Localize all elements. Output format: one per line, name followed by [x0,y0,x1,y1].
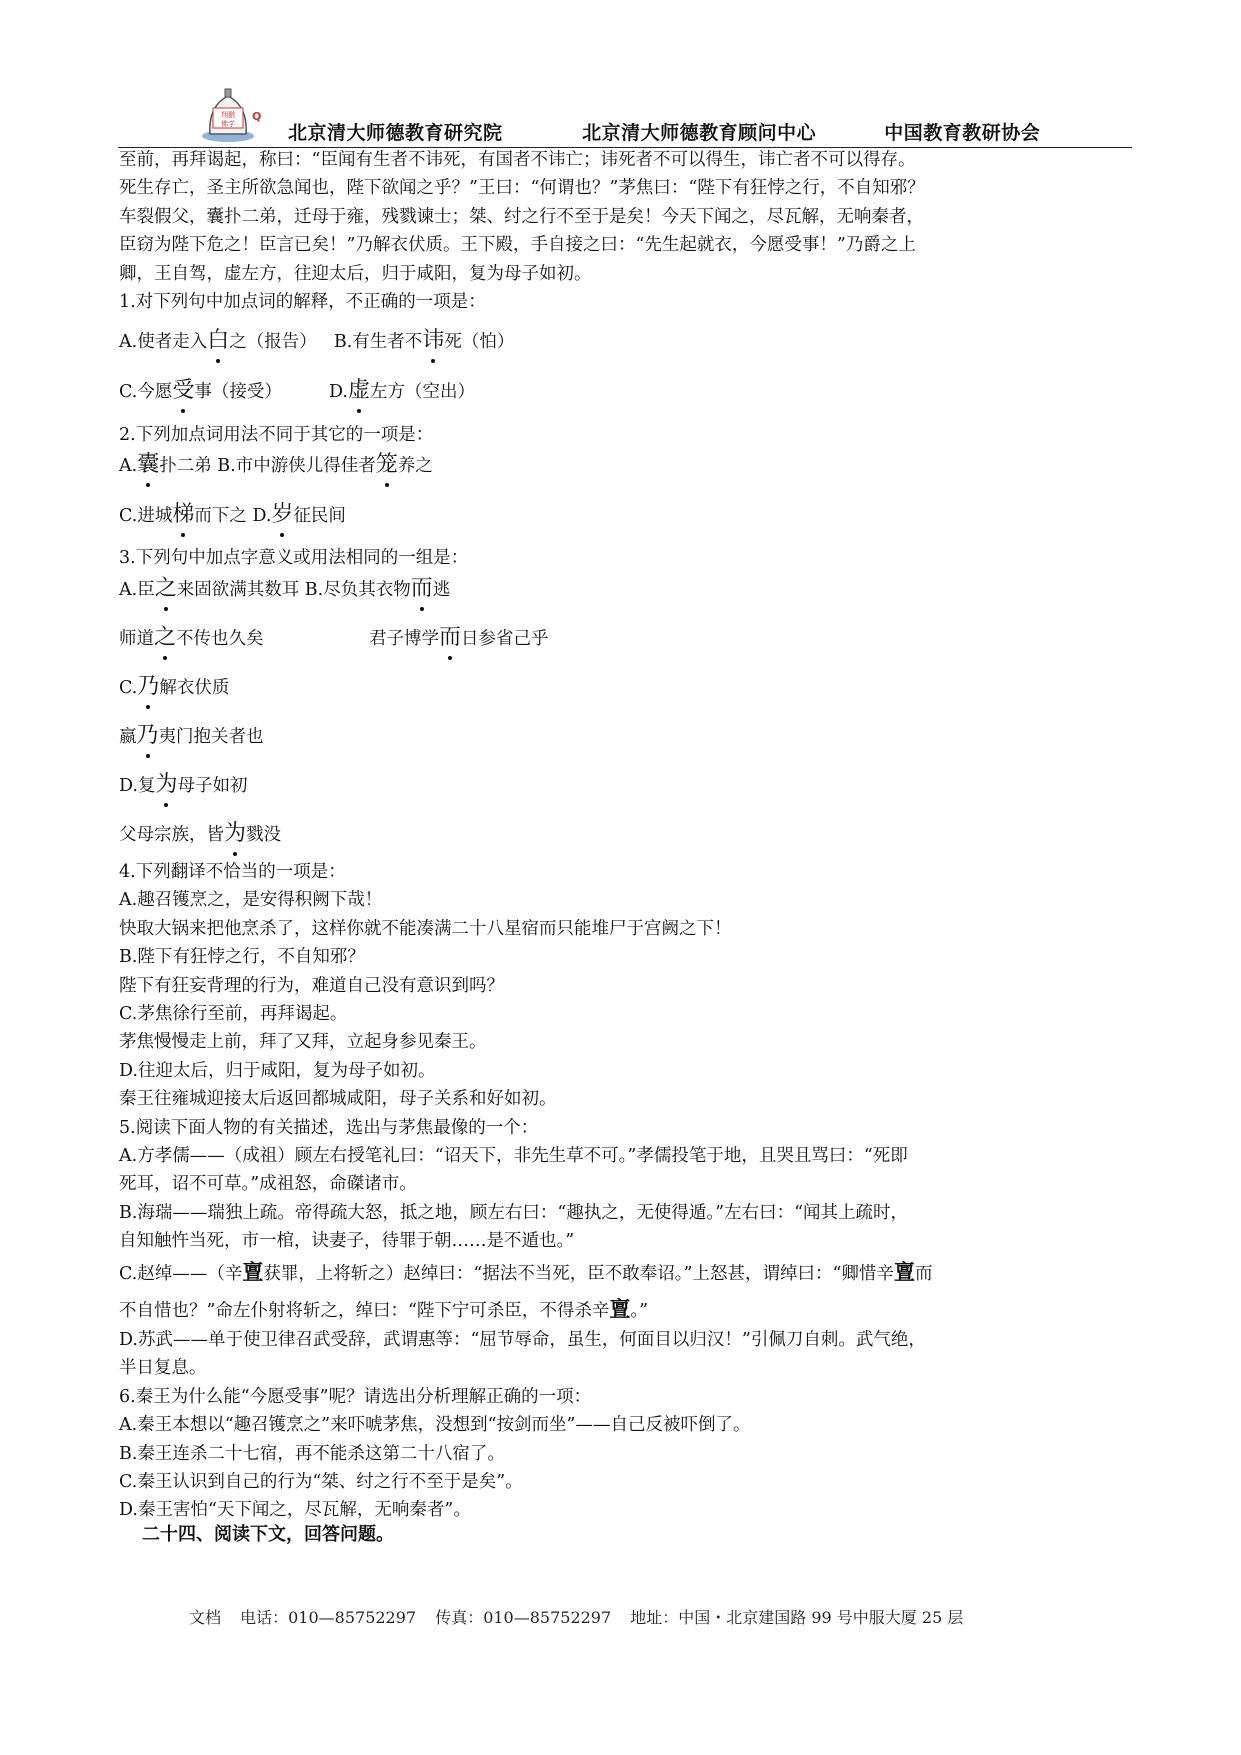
page-footer [189,1605,977,1628]
q1-option-cd: C.今愿受事（接受） D.虚左方（空出） [119,373,475,404]
header-org-3: 中国教育教研协会 [884,122,1041,144]
footer-doc: 文档 [189,1608,222,1627]
text-line: B.陛下有狂悖之行，不自知邪？ [119,947,365,968]
passage-line: 卿，王自驾，虚左方，往迎太后，归于咸阳，复为母子如初。 [119,263,592,284]
text-line: 半日复息。 [119,1358,207,1379]
dotted-char: 讳 [422,323,444,354]
q4-q5-block [119,858,1139,1256]
q3-option-ab-2: 师道之不传也久矣 [119,620,264,651]
section-title: 二十四、阅读下文，回答问题。 [142,1524,394,1545]
q3-option-c-2: 嬴乃夷门抱关者也 [119,718,264,749]
q3-option-d-1: D.复为母子如初 [119,767,248,798]
dotted-char: 笼 [376,447,398,478]
passage-line: 臣窃为陛下危之！臣言已矣！”乃解衣伏质。王下殿，手自接之曰：“先生起就衣，今愿受事！”乃爵之上 [119,235,916,256]
header-org-1: 北京清大师德教育研究院 [288,122,503,144]
text-line: 秦王往雍城迎接太后返回都城咸阳，母子关系和好如初。 [119,1089,557,1110]
text-line: 6.秦王为什么能“今愿受事”呢？请选出分析理解正确的一项： [119,1386,592,1407]
passage-line: 死生存亡，圣主所欲急闻也，陛下欲闻之乎？”王曰：“何谓也？”茅焦曰：“陛下有狂悖之行，不自知邪？ [119,178,925,199]
dotted-char: 为 [155,767,177,798]
header-organizations [288,118,1040,145]
dotted-char: 乃 [137,718,159,749]
text-line: D.苏武——单于使卫律召武受辞，武谓惠等：“屈节辱命，虽生，何面目以归汉！”引佩刀自刺。武气绝， [119,1330,926,1350]
text-line: 快取大锅来把他烹杀了，这样你就不能凑满二十八星宿而只能堆尸于宫阙之下！ [119,918,732,939]
dotted-char: 囊 [137,447,159,478]
dotted-char: 受 [172,373,194,404]
text-line: 5.阅读下面人物的有关描述，选出与茅焦最像的一个： [119,1117,539,1138]
question-2-stem: 2.下列加点词用法不同于其它的一项是： [119,425,434,445]
svg-text:Q: Q [252,110,262,123]
q5d-q6-block [119,1326,1139,1525]
q1-option-ab: A.使者走入白之（报告） B.有生者不讳死（怕） [119,323,514,354]
dotted-char: 梯 [172,497,194,528]
text-line: B.海瑞——瑞独上疏。帝得疏大怒，抵之地，顾左右曰：“趣执之，无使得遁。”左右曰：“闻其上疏时， [119,1202,909,1223]
text-line: D.往迎太后，归于咸阳，复为母子如初。 [119,1060,436,1081]
logo-text-2: 佛学 [221,120,235,128]
dotted-char: 而 [411,571,433,602]
text-line: A.方孝儒——（成祖）顾左右授笔礼曰：“诏天下，非先生草不可。”孝儒投笔于地，且哭且骂曰：“死即 [119,1146,908,1167]
dotted-char: 虚 [348,373,370,404]
dotted-char: 为 [224,816,246,847]
header-org-2: 北京清大师德教育顾问中心 [582,122,817,144]
q3-option-b-2: 君子博学而日参省己乎 [369,620,549,651]
question-1-stem: 1.对下列句中加点词的解释，不正确的一项是： [119,292,486,313]
passage-line: 至前，再拜谒起，称曰：“臣闻有生者不讳死，有国者不讳亡；讳死者不可以得生，讳亡者不可以得存。 [119,150,916,170]
q2-option-ab: A.囊扑二弟 B.市中游侠儿得佳者笼养之 [119,447,433,478]
text-line: 死耳，诏不可草。”成祖怒，命磔诸市。 [119,1174,417,1195]
footer-address: 地址：中国・北京建国路 99 号中服大厦 25 层 [630,1608,964,1627]
dotted-char: 白 [207,323,229,354]
q2-option-cd: C.进城梯而下之 D.岁征民间 [119,497,346,528]
passage-line: 车裂假父，囊扑二弟，迁母于雍，残戮谏士；桀、纣之行不至于是矣！今天下闻之，尽瓦解，无响秦者， [119,206,924,227]
text-line: C.秦王认识到自己的行为“桀、纣之行不至于是矣”。 [119,1472,523,1493]
dotted-char: 而 [439,620,461,651]
dotted-char: 之 [154,620,176,651]
text-line: 茅焦慢慢走上前，拜了又拜，立起身参见秦王。 [119,1032,487,1053]
footer-fax: 传真：010—85752297 [435,1608,612,1627]
q3-option-d-2: 父母宗族，皆为戮没 [119,816,281,847]
org-logo-icon [198,86,260,144]
q5-option-c-line1: C.赵绰——（辛亶获罪，上将斩之）赵绰曰：“据法不当死，臣不敢奉诏。”上怒甚，谓绰曰：“卿惜辛亶而 [119,1259,933,1284]
passage [119,146,1139,316]
q5-option-c-line2: 不自惜也？”命左仆射将斩之，绰曰：“陛下宁可杀臣，不得杀辛亶。” [119,1296,649,1321]
text-line: 4.下列翻译不恰当的一项是： [119,862,346,882]
text-line: C.茅焦徐行至前，再拜谒起。 [119,1004,348,1025]
q3-option-ab-1: A.臣之来固欲满其数耳 B.尽负其衣物而逃 [119,571,450,602]
text-line: 陛下有狂妄背理的行为，难道自己没有意识到吗？ [119,975,504,996]
text-line: A.秦王本想以“趣召镬烹之”来吓唬茅焦，没想到“按剑而坐”——自己反被吓倒了。 [119,1415,751,1436]
question-3-stem: 3.下列句中加点字意义或用法相同的一组是： [119,548,469,568]
text-line: D.秦王害怕“天下闻之，尽瓦解，无响秦者”。 [119,1500,471,1521]
dotted-char: 岁 [271,497,293,528]
text-line: A.趣召镬烹之，是安得积阙下哉！ [119,890,383,911]
footer-phone: 电话：010—85752297 [240,1608,417,1627]
logo-text-1: 翔鹏 [221,111,235,119]
dotted-char: 乃 [137,669,159,700]
text-line: B.秦王连杀二十七宿，再不能杀这第二十八宿了。 [119,1443,505,1464]
dotted-char: 之 [155,571,177,602]
text-line: 自知触忤当死，市一棺，诀妻子，待罪于朝……是不遁也。” [119,1231,575,1252]
q3-option-c-1: C.乃解衣伏质 [119,669,229,700]
